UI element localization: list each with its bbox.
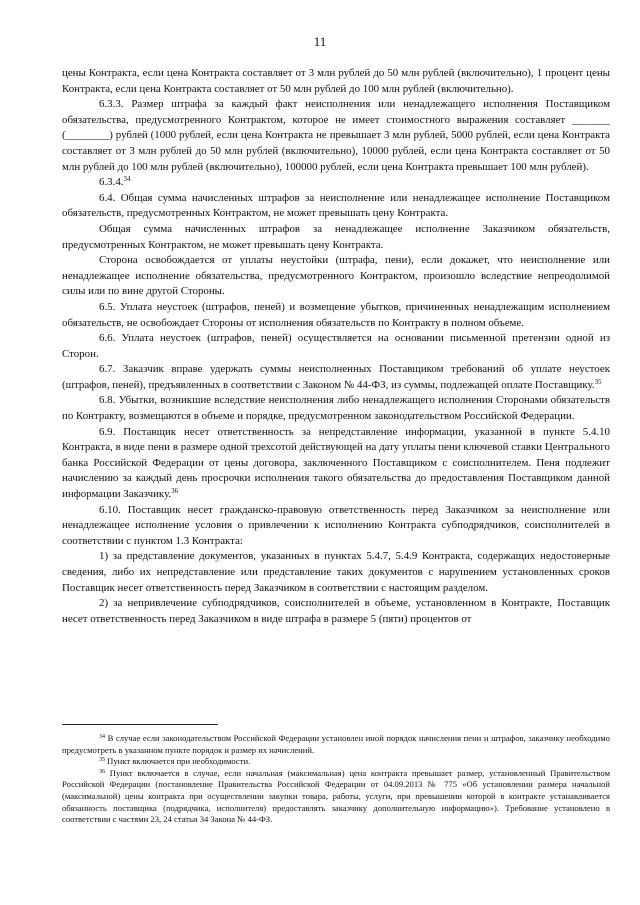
page-number: 11: [313, 34, 327, 49]
paragraph-6-3-3: 6.3.3. Размер штрафа за каждый факт неисполнения или ненадлежащего исполнения Поставщиком обязательства, предусмотренного Контрактом, которое не имеет стоимостного выражения составляет _______ (________) рублей (1000 рублей, если цена Контракта не превышает 3 млн рублей, 5000 рублей, если цена Контракта составляет от 3 млн рублей до 50 млн рублей (включительно), 10000 рублей, если цена Контракта составляет от 50 млн рублей до 100 млн рублей (включительно), 100000 рублей, если цена Контракта превышает 100 млн рублей).: [62, 98, 610, 173]
footnote-ref-36[interactable]: 36: [171, 487, 179, 496]
paragraph-6-10: 6.10. Поставщик несет гражданско-правовую ответственность перед Заказчиком за неисполнение или ненадлежащее исполнение условия о привлечении к исполнению Контракта субподрядчиков, соисполнителей в соответствии с пунктом 1.3 Контракта:: [62, 503, 610, 547]
paragraph-6-10-item-1: 1) за представление документов, указанных в пунктах 5.4.7, 5.4.9 Контракта, содержащих недостоверные сведения, либо их непредставление или представление таких документов с нарушением установленных сроков Поставщик несет ответственность перед Заказчиком в соответствии с настоящим разделом.: [62, 550, 610, 594]
footnote-35: $^{35}$ Пункт включается при необходимости.: [99, 756, 251, 767]
footnote-divider: [62, 724, 218, 725]
footnote-mark: 34: [99, 734, 105, 740]
paragraph-6-5: 6.5. Уплата неустоек (штрафов, пеней) и возмещение убытков, причиненных ненадлежащим исполнением обязательств, не освобождает Стороны от исполнения обязательств по Контракту в полном объеме.: [62, 300, 610, 329]
footnote-mark: 35: [99, 757, 105, 764]
contract-body: [62, 66, 610, 627]
paragraph-force-majeure: Сторона освобождается от уплаты неустойки (штрафа, пени), если докажет, что неисполнение или ненадлежащее исполнение обязательства, предусмотренного Контрактом, произошло вследствие непреодолимой силы или по вине другой Стороны.: [62, 254, 610, 298]
paragraph-6-4: 6.4. Общая сумма начисленных штрафов за неисполнение или ненадлежащее исполнение Поставщиком обязательств, предусмотренных Контрактом, не может превышать цену Контракта.: [62, 191, 610, 220]
paragraph-continuation: цены Контракта, если цена Контракта составляет от 3 млн рублей до 50 млн рублей (включительно), 1 процент цены Контракта, если цена Контракта составляет от 50 млн рублей до 100 млн рублей (включительно).: [62, 67, 610, 95]
paragraph-6-4-customer: Общая сумма начисленных штрафов за ненадлежащее исполнение Заказчиком обязательств, предусмотренных Контрактом, не может превышать цену Контракта.: [62, 222, 610, 251]
paragraph-6-8: 6.8. Убытки, возникшие вследствие неисполнения либо ненадлежащего исполнения Сторонами обязательств по Контракту, возмещаются в объеме и порядке, предусмотренном законодательством Российской Федерации.: [62, 394, 610, 423]
footnote-ref-35[interactable]: 35: [594, 377, 602, 386]
footnote-ref-34[interactable]: 34: [123, 175, 131, 184]
footnote-mark: 36: [99, 768, 105, 775]
footnotes: [62, 733, 610, 826]
paragraph-6-6: 6.6. Уплата неустоек (штрафов, пеней) осуществляется на основании письменной претензии одной из Сторон.: [62, 332, 610, 360]
paragraph-6-10-item-2: 2) за непривлечение субподрядчиков, соисполнителей в объеме, установленном в Контракте, Поставщик несет ответственность перед Заказчиком в виде штрафа в размере 5 (пяти) процентов от: [62, 597, 610, 625]
footnote-36: $^{36}$ Пункт включается в случае, если начальная (максимальная) цена контракта превышает размер, установленный Правительством Российской Федерации (постановление Правительства Российской Федерации от 04.09.2013 № 775 «Об установлении размера начальной (максимальной) цены контракта при осуществлении закупки товара, работы, услуги, при превышении которой в контракте устанавливается обязанность поставщика (подрядчика, исполнителя) предоставлять заказчику дополнительную информацию»). Требование установлено в соответствии с частями 23, 24 статьи 34 Закона № 44-ФЗ.: [62, 767, 611, 825]
footnote-34: $^{34}$ В случае если законодательством Российской Федерации установлен иной порядок начисления пени и штрафов, заказчику необходимо предусмотреть в указанном пункте порядок и размер их начислений.: [62, 733, 610, 755]
paragraph-6-7: 6.7. Заказчик вправе удержать суммы неисполненных Поставщиком требований об уплате неустоек (штрафов, пеней), предъявленных в соответствии с Законом № 44-ФЗ, из суммы, подлежащей оплате Поставщику.$^{35}$: [62, 363, 610, 391]
paragraph-6-3-4: 6.3.4.34: [99, 175, 131, 189]
paragraph-6-9: 6.9. Поставщик несет ответственность за непредставление информации, указанной в пункте 5.4.10 Контракта, в виде пени в размере одной трехсотой действующей на дату уплаты пени ключевой ставки Центрального банка Российской Федерации от цены договора, заключенного Поставщиком с соисполнителем. Пеня подлежит начислению за каждый день просрочки исполнения такого обязательства до предоставления Поставщиком данной информации Заказчику.$^{36}$: [62, 425, 610, 501]
